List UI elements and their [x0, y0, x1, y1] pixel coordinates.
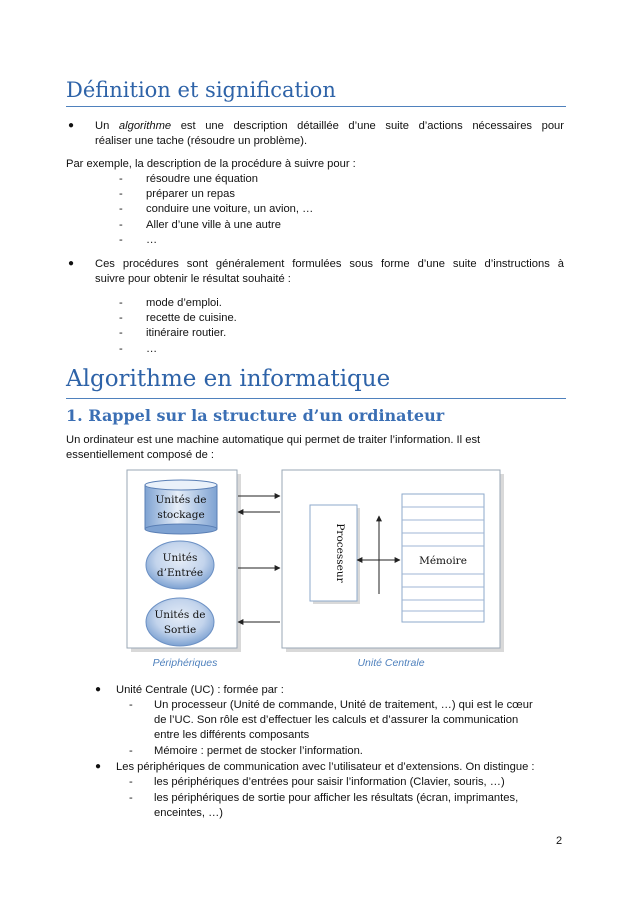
section-title-algorithme-informatique: Algorithme en informatique: [66, 366, 391, 392]
peripherals-caption: Périphériques: [152, 657, 218, 669]
dash: -: [129, 699, 133, 711]
bullet-dot: ●: [68, 120, 75, 131]
output-label-2: Sortie: [163, 624, 197, 636]
intro-line-2: essentiellement composé de :: [66, 449, 215, 461]
bullet-dot: ●: [95, 761, 102, 772]
list-item: - Aller d’une ville à une autre: [119, 218, 281, 231]
page-number: 2: [556, 835, 563, 847]
processor-label: Processeur: [334, 523, 346, 583]
dash: -: [129, 776, 133, 788]
peripherals-input-line: les périphériques d’entrées pour saisir l’information (Clavier, souris, …): [154, 776, 505, 788]
list-item: - …: [119, 342, 158, 355]
list-item: - résoudre une équation: [119, 173, 258, 185]
term-algorithme: algorithme: [118, 120, 172, 132]
list-item: - conduire une voiture, un avion, …: [119, 203, 314, 216]
peripherals-output-line-1: les périphériques de sortie pour afficher les résultats (écran, imprimantes,: [154, 792, 519, 804]
input-unit-ellipse: [146, 541, 214, 589]
uc-processor-line-3: entre les différents composants: [154, 729, 310, 741]
bullet-dot: ●: [95, 684, 102, 695]
memory-label: Mémoire: [419, 555, 467, 567]
uc-memory-line: Mémoire : permet de stocker l’information.: [154, 745, 363, 757]
output-label-1: Unités de: [154, 609, 206, 621]
output-unit-ellipse: [146, 598, 214, 646]
input-label-1: Unités: [162, 552, 198, 564]
section-title-definition: Définition et signification: [66, 78, 336, 102]
list-item: - recette de cuisine.: [119, 312, 237, 325]
dash: -: [129, 745, 133, 757]
dash: -: [129, 792, 133, 804]
storage-label-2: stockage: [157, 509, 205, 521]
procedures-line-1: Ces procédures sont généralement formulées sous forme d’une suite d’instructions à: [95, 258, 564, 270]
procedures-line-2: suivre pour obtenir le résultat souhaité :: [95, 273, 291, 285]
subsection-title: 1. Rappel sur la structure d’un ordinateur: [66, 406, 445, 425]
intro-line-1: Un ordinateur est une machine automatique qui permet de traiter l’information. Il est: [66, 434, 481, 446]
uc-title: Unité Centrale (UC) : formée par :: [116, 684, 284, 696]
definition-line-1: Un algorithme est une description détaillée d’une suite d’actions nécessaires pour: [95, 120, 564, 132]
storage-cylinder: [145, 480, 217, 534]
storage-label-1: Unités de: [155, 494, 207, 506]
peripherals-output-line-2: enceintes, …): [154, 807, 224, 819]
input-label-2: d’Entrée: [156, 567, 204, 579]
list-item: - itinéraire routier.: [119, 327, 227, 340]
bullet-dot: ●: [68, 258, 75, 269]
uc-processor-line-1: Un processeur (Unité de commande, Unité de traitement, …) qui est le cœur: [154, 699, 533, 711]
list-item: - préparer un repas: [119, 188, 235, 201]
list-item: - mode d’emploi.: [119, 297, 222, 309]
central-unit-caption: Unité Centrale: [357, 657, 425, 669]
definition-line-2: réaliser une tache (résoudre un problème).: [95, 135, 308, 147]
peripherals-title: Les périphériques de communication avec l’utilisateur et d’extensions. On distingue :: [116, 761, 535, 773]
processor-box: [310, 505, 357, 601]
list-item: - …: [119, 233, 158, 246]
example-intro: Par exemple, la description de la procédure à suivre pour :: [66, 158, 356, 170]
uc-processor-line-2: de l’UC. Son rôle est d’effectuer les calculs et d’assurer la communication: [154, 714, 519, 726]
